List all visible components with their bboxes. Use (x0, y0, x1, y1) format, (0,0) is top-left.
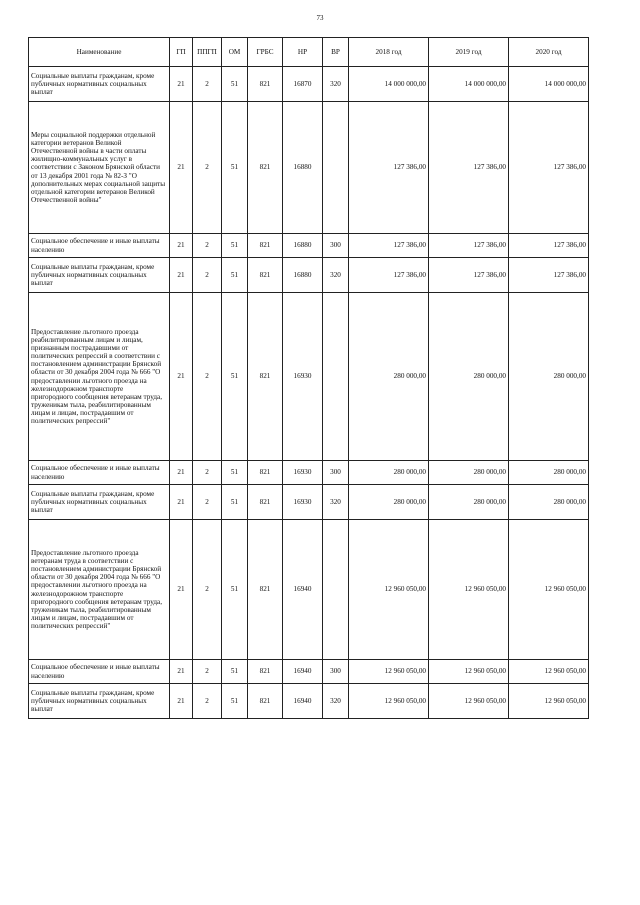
row-om: 51 (222, 660, 248, 684)
row-vr: 320 (323, 67, 349, 102)
row-pgp: 2 (193, 660, 222, 684)
row-om: 51 (222, 461, 248, 485)
row-2018: 14 000 000,00 (349, 67, 429, 102)
row-nr: 16880 (283, 258, 323, 293)
table-row (29, 67, 589, 102)
row-2018: 280 000,00 (349, 461, 429, 485)
row-om: 51 (222, 67, 248, 102)
row-name: Социальные выплаты гражданам, кроме публичных нормативных социальных выплат (29, 67, 170, 102)
row-nr: 16880 (283, 234, 323, 258)
row-2020: 127 386,00 (509, 258, 589, 293)
row-2020: 12 960 050,00 (509, 660, 589, 684)
row-om: 51 (222, 485, 248, 520)
header-name: Наименование (29, 38, 170, 67)
row-2018: 280 000,00 (349, 485, 429, 520)
row-om: 51 (222, 102, 248, 234)
row-gp: 21 (170, 660, 193, 684)
row-om: 51 (222, 520, 248, 660)
row-nr: 16940 (283, 520, 323, 660)
row-name: Социальное обеспечение и иные выплаты населению (29, 660, 170, 684)
row-2018: 280 000,00 (349, 293, 429, 461)
table-row (29, 234, 589, 258)
row-gp: 21 (170, 102, 193, 234)
row-2019: 280 000,00 (429, 293, 509, 461)
row-vr: 320 (323, 485, 349, 520)
row-name: Социальные выплаты гражданам, кроме публичных нормативных социальных выплат (29, 485, 170, 520)
row-grbs: 821 (248, 660, 283, 684)
row-2019: 280 000,00 (429, 485, 509, 520)
row-2018: 12 960 050,00 (349, 660, 429, 684)
row-pgp: 2 (193, 485, 222, 520)
row-nr: 16930 (283, 485, 323, 520)
table-row (29, 684, 589, 719)
header-grbs: ГРБС (248, 38, 283, 67)
row-name: Меры социальной поддержки отдельной категории ветеранов Великой Отечественной войны в части оплаты жилищно-коммунальных услуг в соответствии с Законом Брянской области от 13 декабря 2001 года № 82-З "О дополнительных мерах социальной защиты отдельной категории ветеранов Великой Отечественной войны" (29, 102, 170, 234)
row-vr (323, 293, 349, 461)
header-vr: ВР (323, 38, 349, 67)
row-2020: 280 000,00 (509, 293, 589, 461)
row-vr (323, 102, 349, 234)
row-2020: 127 386,00 (509, 234, 589, 258)
row-2019: 14 000 000,00 (429, 67, 509, 102)
row-2020: 12 960 050,00 (509, 520, 589, 660)
row-grbs: 821 (248, 258, 283, 293)
row-pgp: 2 (193, 67, 222, 102)
row-nr: 16930 (283, 293, 323, 461)
row-gp: 21 (170, 461, 193, 485)
budget-table (28, 37, 589, 719)
row-2020: 280 000,00 (509, 485, 589, 520)
row-vr: 320 (323, 258, 349, 293)
row-2020: 127 386,00 (509, 102, 589, 234)
row-gp: 21 (170, 234, 193, 258)
row-vr: 300 (323, 461, 349, 485)
row-2020: 280 000,00 (509, 461, 589, 485)
row-2019: 12 960 050,00 (429, 684, 509, 719)
row-pgp: 2 (193, 520, 222, 660)
row-name: Социальное обеспечение и иные выплаты населению (29, 234, 170, 258)
row-2018: 12 960 050,00 (349, 520, 429, 660)
row-pgp: 2 (193, 293, 222, 461)
row-2018: 127 386,00 (349, 102, 429, 234)
row-nr: 16940 (283, 660, 323, 684)
row-grbs: 821 (248, 234, 283, 258)
row-nr: 16940 (283, 684, 323, 719)
row-2020: 12 960 050,00 (509, 684, 589, 719)
row-name: Социальные выплаты гражданам, кроме публичных нормативных социальных выплат (29, 684, 170, 719)
row-2020: 14 000 000,00 (509, 67, 589, 102)
row-gp: 21 (170, 684, 193, 719)
row-2018: 127 386,00 (349, 258, 429, 293)
table-row (29, 660, 589, 684)
row-vr (323, 520, 349, 660)
header-om: ОМ (222, 38, 248, 67)
row-2019: 12 960 050,00 (429, 660, 509, 684)
row-gp: 21 (170, 258, 193, 293)
row-om: 51 (222, 684, 248, 719)
row-2019: 127 386,00 (429, 258, 509, 293)
row-om: 51 (222, 258, 248, 293)
row-grbs: 821 (248, 684, 283, 719)
header-2018: 2018 год (349, 38, 429, 67)
row-2019: 127 386,00 (429, 102, 509, 234)
table-row (29, 461, 589, 485)
row-pgp: 2 (193, 684, 222, 719)
row-2019: 280 000,00 (429, 461, 509, 485)
row-pgp: 2 (193, 461, 222, 485)
table-row (29, 520, 589, 660)
row-pgp: 2 (193, 102, 222, 234)
row-grbs: 821 (248, 102, 283, 234)
row-name: Социальное обеспечение и иные выплаты населению (29, 461, 170, 485)
row-grbs: 821 (248, 293, 283, 461)
table-row (29, 485, 589, 520)
row-pgp: 2 (193, 258, 222, 293)
row-om: 51 (222, 234, 248, 258)
row-2018: 127 386,00 (349, 234, 429, 258)
table-row (29, 258, 589, 293)
row-grbs: 821 (248, 461, 283, 485)
row-grbs: 821 (248, 485, 283, 520)
row-name: Предоставление льготного проезда реабилитированным лицам и лицам, признанным пострадавшими от политических репрессий в соответствии с постановлением администрации Брянской области от 30 декабря 2004 года № 666 "О предоставлении льготного проезда на железнодорожном транспорте пригородного сообщения ветеранам труда, труженикам тыла, реабилитированным лицам и лицам, пострадавшим от политических репрессий" (29, 293, 170, 461)
row-gp: 21 (170, 293, 193, 461)
row-name: Социальные выплаты гражданам, кроме публичных нормативных социальных выплат (29, 258, 170, 293)
header-2019: 2019 год (429, 38, 509, 67)
row-grbs: 821 (248, 67, 283, 102)
table-header-row (29, 38, 589, 67)
page-number: 73 (316, 14, 324, 22)
header-gp: ГП (170, 38, 193, 67)
row-om: 51 (222, 293, 248, 461)
row-nr: 16930 (283, 461, 323, 485)
table-row (29, 293, 589, 461)
row-vr: 300 (323, 234, 349, 258)
row-vr: 300 (323, 660, 349, 684)
row-nr: 16880 (283, 102, 323, 234)
row-nr: 16870 (283, 67, 323, 102)
row-grbs: 821 (248, 520, 283, 660)
row-2019: 12 960 050,00 (429, 520, 509, 660)
header-nr: НР (283, 38, 323, 67)
header-pgp: ППГП (193, 38, 222, 67)
row-name: Предоставление льготного проезда ветеранам труда в соответствии с постановлением администрации Брянской области от 30 декабря 2004 года № 666 "О предоставлении льготного проезда на железнодорожном транспорте пригородного сообщения ветеранам труда, труженикам тыла, реабилитированным лицам и лицам, пострадавшим от политических репрессий" (29, 520, 170, 660)
row-vr: 320 (323, 684, 349, 719)
row-gp: 21 (170, 67, 193, 102)
row-2018: 12 960 050,00 (349, 684, 429, 719)
row-gp: 21 (170, 520, 193, 660)
row-pgp: 2 (193, 234, 222, 258)
header-2020: 2020 год (509, 38, 589, 67)
row-2019: 127 386,00 (429, 234, 509, 258)
table-row (29, 102, 589, 234)
row-gp: 21 (170, 485, 193, 520)
